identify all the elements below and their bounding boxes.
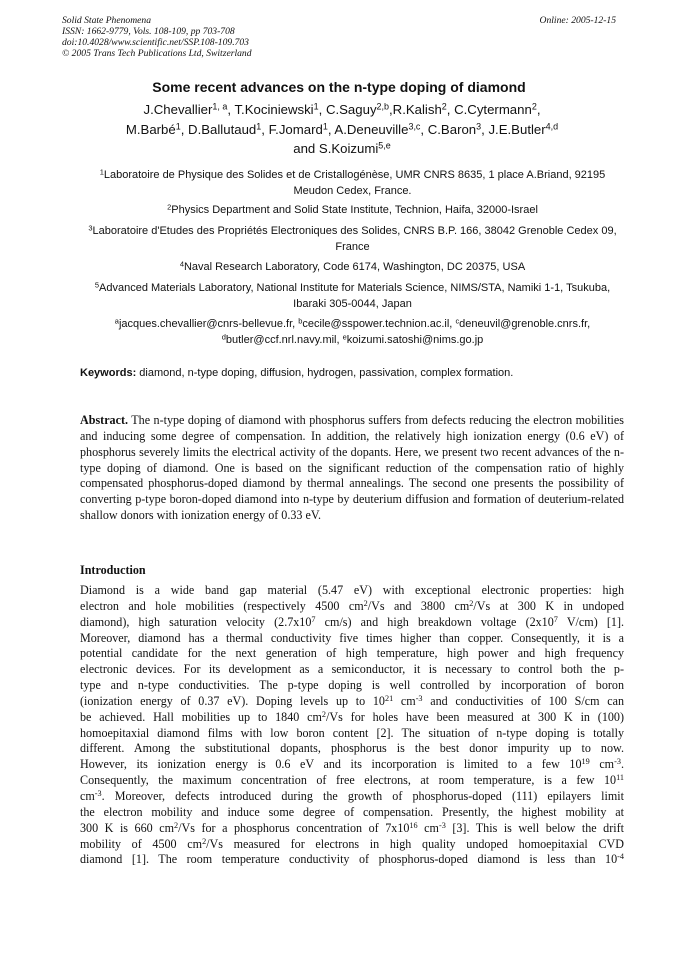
text-run: Diamond is a wide band gap material (5.47 eV) with exceptional electronic properties: high [80, 583, 624, 597]
email-address: deneuvil@grenoble.cnrs.fr, [459, 318, 591, 330]
author-affiliation-mark: 1 [175, 121, 181, 132]
header-line-copyright: © 2005 Trans Tech Publications Ltd, Switzerland [62, 48, 252, 59]
email-line [80, 333, 625, 349]
text-run: diamond [1]. The room temperature conductivity of phosphorus-doped diamond is less than 10 [80, 852, 618, 867]
text-line [80, 852, 624, 868]
journal-header [62, 15, 616, 59]
text-line [80, 710, 624, 726]
header-line-doi: doi:10.4028/www.scientific.net/SSP.108-109.703 [62, 37, 249, 48]
header-line-journal: Solid State Phenomena [62, 15, 151, 26]
email-line [80, 317, 625, 333]
text-run: cm [589, 757, 615, 772]
superscript: 2 [363, 598, 368, 608]
text-run: cm [393, 693, 416, 708]
superscript: 2 [321, 709, 327, 719]
author-affiliation-mark: 2,b [376, 101, 390, 112]
text-line [80, 837, 624, 853]
text-line [80, 789, 624, 805]
author-line [72, 120, 612, 140]
introduction-body [80, 583, 624, 868]
email-mark: d [221, 331, 226, 341]
text-run: cm [80, 788, 95, 803]
text-run: cm/s) and high breakdown voltage (2x10 [315, 614, 554, 629]
email-mark: c [455, 316, 460, 326]
superscript: 19 [581, 757, 590, 767]
email-mark: b [298, 316, 303, 326]
abstract-label: Abstract. [80, 413, 129, 427]
affiliation-number: 4 [179, 259, 184, 269]
affiliation-number: 3 [88, 223, 93, 233]
text-run: type and n-type conductivities. The p-type doping is well controlled by incorporation of boron [80, 678, 624, 693]
email-list [80, 317, 625, 348]
author-list [72, 100, 612, 159]
text-line [80, 646, 624, 662]
text-line [80, 662, 624, 678]
superscript: 2 [469, 598, 474, 608]
author-name: , [536, 102, 541, 117]
affiliation-1 [80, 168, 625, 199]
author-name: , C.Cytermann [446, 102, 532, 117]
text-run: potential candidate for the next generation of high temperature, high power and high frequency [80, 646, 624, 661]
email-address: jacques.chevallier@cnrs-bellevue.fr, [118, 318, 299, 330]
text-line [80, 726, 624, 742]
text-line [80, 741, 624, 757]
superscript: 2 [202, 836, 207, 846]
superscript: -3 [415, 693, 423, 703]
author-affiliation-mark: 2 [531, 101, 537, 112]
superscript: -3 [614, 757, 621, 767]
author-affiliation-mark: 1, a [212, 101, 228, 112]
text-run: 300 K is 660 cm [80, 820, 174, 835]
author-affiliation-mark: 3,c [408, 121, 421, 132]
text-run: mobility of 4500 cm [80, 836, 203, 851]
abstract-text: The n-type doping of diamond with phosphorus suffers from defects reducing the electron mobilities and inducing some degree of compensation. In addition, the relatively high ionization energy (0.6 eV) of phosphorus severely limits the electrical activity of the dopants. Here, we present two recent advances of the n-type doping of diamond. One is based on the significant reduction of the compensation ratio of highly compensated phosphorus-doped diamond by thermal annealings. The second one presents the possibility of converting p-type boron-doped diamond into n-type by deuterium diffusion and formation of deuterium-related shallow donors with ionization energy of 0.33 eV. [80, 413, 624, 523]
affiliation-number: 1 [99, 167, 104, 177]
text-line [80, 615, 624, 631]
superscript: -3 [438, 820, 446, 830]
text-line [80, 599, 624, 615]
text-line [80, 821, 624, 837]
author-affiliation-mark: 1 [313, 101, 319, 112]
superscript: 7 [553, 614, 558, 624]
author-name: , J.E.Butler [481, 121, 546, 137]
affiliation-text: Physics Department and Solid State Institute, Technion, Haifa, 32000-Israel [171, 204, 538, 216]
text-run: Consequently, the maximum concentration of free electrons, at room temperature, is a few 10 [80, 773, 617, 788]
text-run: /Vs for holes have been measured at 300 K in (100) [326, 709, 624, 724]
paper-title: Some recent advances on the n-type doping of diamond [152, 79, 526, 95]
author-name: , A.Deneuville [327, 121, 409, 137]
text-line [80, 583, 624, 599]
author-name: M.Barbé [125, 121, 176, 137]
text-run: the electron mobility and induce some degree of compensation. Presently, the highest mobility at [80, 804, 624, 819]
author-name: , C.Baron [420, 121, 477, 137]
text-run: /Vs and 3800 cm [367, 598, 470, 613]
affiliation-text: Advanced Materials Laboratory, National Institute for Materials Science, NIMS/STA, Namiki 1-1, Tsukuba, Ibaraki 305-0044, Japan [99, 282, 611, 310]
text-run: and conductivities of 100 S/cm can [422, 693, 624, 708]
author-affiliation-mark: 3 [476, 121, 482, 132]
email-address: butler@ccf.nrl.navy.mil, [225, 333, 343, 346]
text-run: electronic devices. For its development as a semiconductor, it is necessary to control both the p- [80, 662, 624, 677]
affiliation-number: 2 [167, 202, 172, 212]
superscript: -4 [617, 852, 624, 862]
text-run: homoepitaxial diamond films with low boron content [2]. The situation of n-type doping is totally [80, 725, 624, 740]
text-run: (ionization energy of 0.37 eV). Doping levels up to 10 [80, 693, 385, 708]
keywords-text: diamond, n-type doping, diffusion, hydrogen, passivation, complex formation. [136, 367, 514, 379]
affiliation-text: Naval Research Laboratory, Code 6174, Washington, DC 20375, USA [183, 261, 526, 273]
author-line [72, 139, 612, 159]
keywords-label: Keywords: [80, 367, 137, 379]
affiliation-text: Laboratoire de Physique des Solides et de Cristallogénèse, UMR CNRS 8635, 1 place A.Briand, 92195 Meudon Cedex, France. [103, 169, 606, 197]
affiliation-4 [80, 260, 625, 276]
text-run: /Vs at 300 K in undoped [473, 598, 624, 613]
author-affiliation-mark: 4,d [545, 121, 559, 132]
text-run: be achieved. Hall mobilities up to 1840 cm [80, 709, 322, 724]
email-address: koizumi.satoshi@nims.go.jp [346, 333, 484, 346]
superscript: 2 [174, 820, 179, 830]
author-name: , C.Saguy [318, 102, 377, 117]
keywords [80, 367, 625, 379]
text-run: diamond), high saturation velocity (2.7x10 [80, 614, 312, 629]
text-run: electron and hole mobilities (respectively 4500 cm [80, 598, 364, 613]
text-line [80, 805, 624, 821]
text-run: /Vs for a phosphorus concentration of 7x10 [178, 820, 410, 835]
superscript: -3 [94, 788, 102, 798]
author-name: ,R.Kalish [389, 102, 442, 117]
text-line [80, 757, 624, 773]
author-affiliation-mark: 1 [256, 121, 262, 132]
affiliation-number: 5 [94, 280, 100, 290]
text-run: Moreover, diamond has a thermal conductivity five times higher than copper. Consequently, it is a [80, 630, 624, 645]
affiliation-2 [80, 203, 625, 219]
text-line [80, 773, 624, 789]
text-run: [3]. This is well below the drift [445, 820, 624, 835]
text-run: . Moreover, defects introduced during the growth of phosphorus-doped (111) epilayers limit [101, 788, 624, 803]
author-name: , T.Kociniewski [227, 102, 314, 117]
superscript: 16 [409, 820, 418, 830]
text-line [80, 631, 624, 647]
affiliation-text: Laboratoire d'Etudes des Propriétés Electroniques des Solides, CNRS B.P. 166, 38042 Grenoble Cedex 09, France [92, 225, 617, 253]
text-line [80, 694, 624, 710]
author-name: , F.Jomard [261, 121, 323, 137]
text-line [80, 678, 624, 694]
author-affiliation-mark: 2 [441, 101, 447, 112]
introduction-heading: Introduction [80, 563, 146, 577]
text-run: V/cm) [1]. [557, 614, 624, 629]
online-date: Online: 2005-12-15 [539, 15, 616, 26]
text-run: cm [417, 820, 439, 835]
superscript: 11 [616, 773, 624, 783]
author-name: and S.Koizumi [293, 141, 379, 156]
email-mark: a [114, 316, 119, 326]
text-run: different. Among the substitutional dopants, phosphorus is the best donor impurity up to now. [80, 741, 624, 756]
author-name: , D.Ballutaud [180, 121, 257, 137]
affiliation-3 [80, 224, 625, 255]
author-name: J.Chevallier [143, 102, 213, 117]
header-line-issn: ISSN: 1662-9779, Vols. 108-109, pp 703-708 [62, 26, 235, 37]
abstract [80, 413, 624, 524]
author-line [72, 100, 612, 120]
email-address: cecile@sspower.technion.ac.il, [302, 318, 456, 330]
affiliation-5 [80, 281, 625, 312]
text-run: . [620, 757, 624, 772]
text-run: However, its ionization energy is 0.6 eV and its incorporation is limited to a few 10 [80, 757, 582, 772]
superscript: 7 [311, 614, 316, 624]
author-affiliation-mark: 5,e [378, 140, 391, 151]
superscript: 21 [384, 693, 394, 703]
author-affiliation-mark: 1 [322, 121, 328, 132]
email-mark: e [342, 331, 347, 341]
text-run: /Vs measured for electrons in high quality undoped homoepitaxial CVD [206, 836, 624, 851]
